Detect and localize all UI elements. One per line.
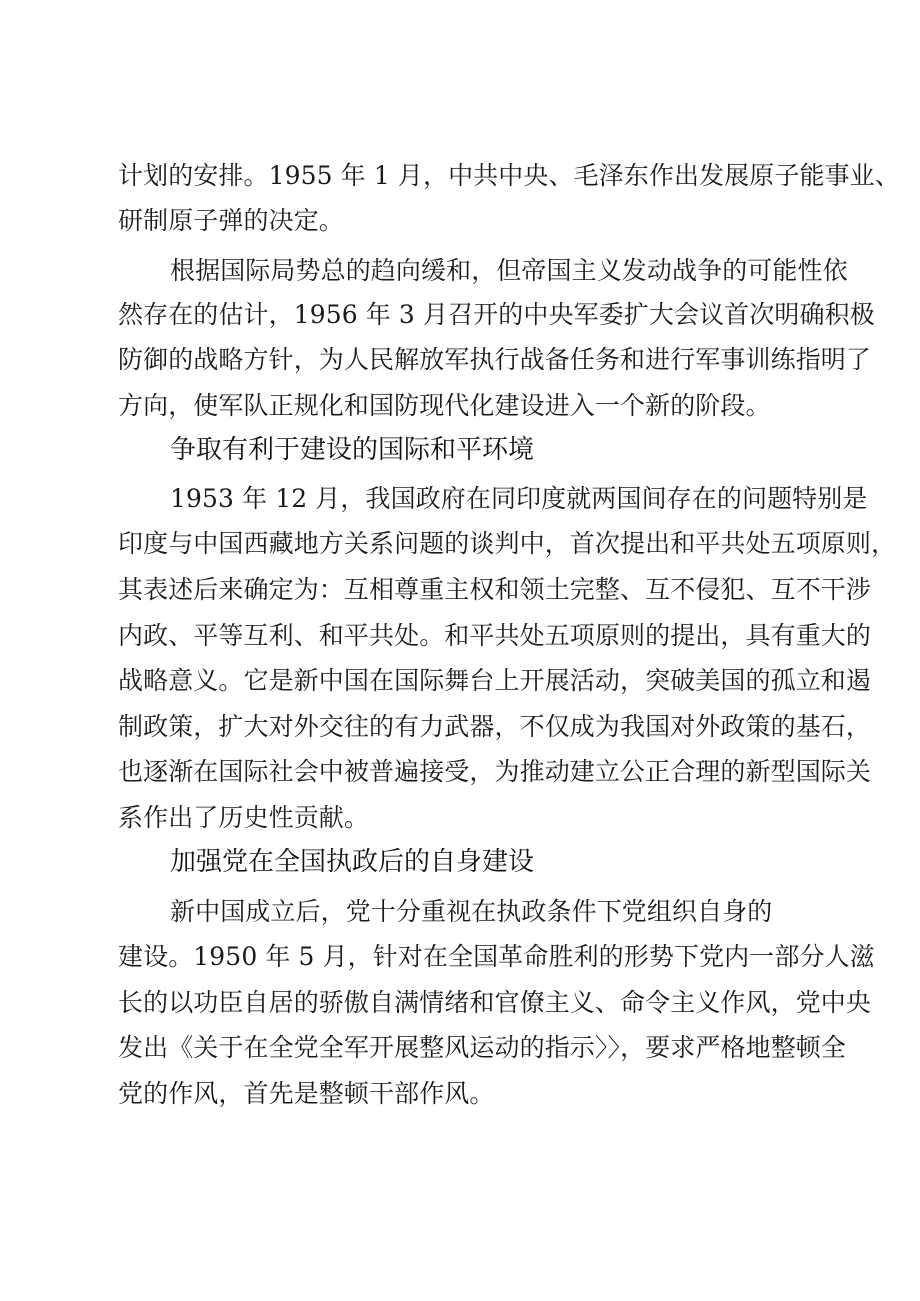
paragraph-line: 印度与中国西藏地方关系问题的谈判中，首次提出和平共处五项原则， (118, 529, 897, 558)
paragraph-line: 根据国际局势总的趋向缓和，但帝国主义发动战争的可能性依 (170, 256, 848, 285)
paragraph-line: 研制原子弹的决定。 (118, 206, 344, 235)
paragraph-line: 制政策，扩大对外交往的有力武器，不仅成为我国对外政策的基石， (118, 712, 872, 741)
paragraph-line: 新中国成立后，党十分重视在执政条件下党组织自身的 (170, 897, 773, 926)
paragraph-line: 防御的战略方针，为人民解放军执行战备任务和进行军事训练指明了 (118, 345, 872, 374)
paragraph-line: 建设。1950 年 5 月，针对在全国革命胜利的形势下党内一部分人滋 (118, 942, 875, 971)
paragraph-line: 其表述后来确定为：互相尊重主权和领土完整、互不侵犯、互不干涉 (118, 575, 872, 604)
paragraph-line: 长的以功臣自居的骄傲自满情绪和官僚主义、命令主义作风，党中央 (118, 988, 872, 1017)
paragraph-line: 也逐渐在国际社会中被普遍接受，为推动建立公正合理的新型国际关 (118, 757, 872, 786)
paragraph-line: 1953 年 12 月，我国政府在同印度就两国间存在的问题特别是 (170, 484, 868, 513)
paragraph-line: 然存在的估计，1956 年 3 月召开的中央军委扩大会议首次明确积极 (118, 300, 875, 329)
paragraph-line: 内政、平等互利、和平共处。和平共处五项原则的提出，具有重大的 (118, 621, 872, 650)
section-heading: 争取有利于建设的国际和平环境 (170, 435, 535, 465)
paragraph-line: 方向，使军队正规化和国防现代化建设进入一个新的阶段。 (118, 391, 771, 420)
paragraph-line: 发出《关于在全党全军开展整风运动的指示〉〉，要求严格地整顿全 (118, 1033, 847, 1062)
paragraph-line: 战略意义。它是新中国在国际舞台上开展活动，突破美国的孤立和遏 (118, 666, 872, 695)
section-heading: 加强党在全国执政后的自身建设 (170, 847, 535, 877)
paragraph-line: 系作出了历史性贡献。 (118, 803, 370, 832)
paragraph-line: 计划的安排。1955 年 1 月，中共中央、毛泽东作出发展原子能事业、 (118, 161, 900, 190)
paragraph-line: 党的作风，首先是整顿干部作风。 (118, 1079, 495, 1108)
